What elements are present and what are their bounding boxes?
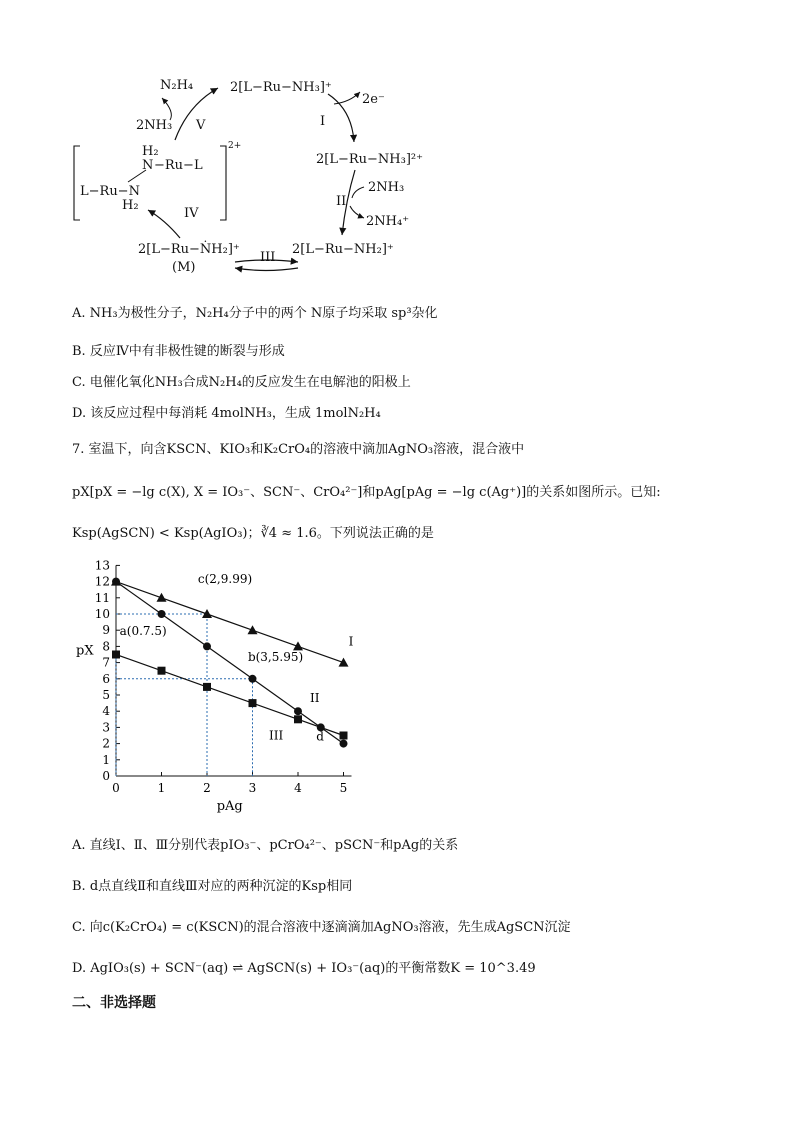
arrow-II-out xyxy=(350,206,364,218)
arrow-I xyxy=(328,94,354,142)
q7-stem-line1: 7. 室温下，向含KSCN、KIO₃和K₂CrO₄的溶液中滴加AgNO₃溶液，混合液中 xyxy=(72,442,525,457)
q6-option-c: C. 电催化氧化NH₃合成N₂H₄的反应发生在电解池的阳极上 xyxy=(72,375,411,390)
q6-option-d: D. 该反应过程中每消耗 4molNH₃，生成 1molN₂H₄ xyxy=(72,406,381,421)
q6-option-b: B. 反应Ⅳ中有非极性键的断裂与形成 xyxy=(72,344,285,359)
dimer-bracket-left xyxy=(74,146,80,220)
point-I xyxy=(157,593,167,602)
series-line-II xyxy=(116,582,344,744)
q7-stem-line2: pX[pX = −lg c(X), X = IO₃⁻、SCN⁻、CrO₄²⁻]和pAg[pAg = −lg c(Ag⁺)]的关系如图所示。已知: xyxy=(72,485,661,500)
point-II xyxy=(294,707,302,715)
q7-option-d: D. AgIO₃(s) + SCN⁻(aq) ⇌ AgSCN(s) + IO₃⁻(aq)的平衡常数K = 10^3.49 xyxy=(72,961,536,976)
species-bottom-left: 2[L−Ru−ṄH₂]⁺ xyxy=(138,242,240,257)
annotation: a(0.7.5) xyxy=(119,624,167,639)
dimer-l-ru-n: L−Ru−N xyxy=(80,184,140,199)
series-label-III: III xyxy=(269,728,284,743)
nh3-in-label: 2NH₃ xyxy=(368,180,405,195)
q7-option-c: C. 向c(K₂CrO₄) = c(KSCN)的混合溶液中逐滴滴加AgNO₃溶液，先生成AgSCN沉淀 xyxy=(72,920,571,935)
y-tick-label: 5 xyxy=(102,688,110,702)
point-III xyxy=(340,732,348,740)
y-tick-label: 4 xyxy=(102,704,110,719)
section-title: 二、非选择题 xyxy=(72,995,156,1011)
x-tick-label: 0 xyxy=(112,781,120,795)
nh3-reactant-v: 2NH₃ xyxy=(136,118,173,133)
guide-line xyxy=(116,614,207,776)
y-tick-label: 10 xyxy=(94,607,110,621)
y-tick-label: 7 xyxy=(102,655,110,670)
y-tick-label: 9 xyxy=(102,623,110,638)
x-tick-label: 4 xyxy=(294,781,302,795)
reaction-cycle-diagram xyxy=(70,70,460,285)
q7-stem-line3: Ksp(AgSCN) < Ksp(AgIO₃)；∛4 ≈ 1.6。下列说法正确的是 xyxy=(72,526,434,541)
dimer-n-top: N xyxy=(142,158,154,173)
y-tick-label: 0 xyxy=(102,769,110,783)
point-I xyxy=(202,609,212,618)
y-tick-label: 8 xyxy=(102,639,110,654)
species-right: 2[L−Ru−NH₃]²⁺ xyxy=(316,152,423,167)
step-III-label: III xyxy=(260,250,276,265)
q6-option-a: A. NH₃为极性分子，N₂H₄分子中的两个 N原子均采取 sp³杂化 xyxy=(72,306,438,321)
q7-option-b: B. d点直线Ⅱ和直线Ⅲ对应的两种沉淀的Ksp相同 xyxy=(72,879,353,894)
point-I xyxy=(248,625,258,634)
point-III xyxy=(294,715,302,723)
electrons-label: 2e⁻ xyxy=(362,92,385,107)
n2h4-product: N₂H₄ xyxy=(160,78,194,93)
y-axis-label: pX xyxy=(76,643,94,659)
arrow-II-in xyxy=(352,187,364,198)
y-tick-label: 2 xyxy=(102,736,110,751)
guide-line xyxy=(116,679,253,776)
dimer-bracket-right xyxy=(220,146,226,220)
x-tick-label: 3 xyxy=(248,781,257,795)
y-tick-label: 6 xyxy=(102,671,110,686)
series-label-II: II xyxy=(310,691,320,706)
y-tick-label: 3 xyxy=(102,720,110,735)
step-V-label: V xyxy=(196,118,206,133)
arrow-V-branch xyxy=(162,98,171,120)
point-III xyxy=(203,683,211,691)
annotation: d xyxy=(316,729,324,744)
x-axis-label: pAg xyxy=(216,799,243,814)
point-III xyxy=(158,667,166,675)
step-II-label: II xyxy=(336,194,347,209)
step-IV-label: IV xyxy=(184,206,199,221)
point-III xyxy=(112,651,120,659)
dimer-h2-bottom: H₂ xyxy=(122,198,139,213)
arrow-III-back xyxy=(235,268,298,271)
arrow-IV xyxy=(148,210,180,238)
annotation: c(2,9.99) xyxy=(197,572,253,587)
y-tick-label: 12 xyxy=(94,574,110,589)
dimer-h2-top: H₂ xyxy=(142,144,159,159)
y-tick-label: 1 xyxy=(102,752,110,767)
pX-pAg-chart xyxy=(70,558,400,818)
series-line-I xyxy=(116,582,344,663)
point-I xyxy=(339,658,349,667)
point-II xyxy=(340,740,348,748)
m-label: (M) xyxy=(172,260,196,275)
point-II xyxy=(203,642,211,650)
point-II xyxy=(112,578,120,586)
nh4-out-label: 2NH₄⁺ xyxy=(366,214,410,229)
series-label-I: I xyxy=(348,634,354,649)
dimer-ru-l: −Ru−L xyxy=(154,158,203,173)
species-bottom-right: 2[L−Ru−NH₂]⁺ xyxy=(292,242,394,257)
dimer-charge: 2+ xyxy=(228,141,242,151)
annotation: b(3,5.95) xyxy=(247,649,304,664)
x-tick-label: 5 xyxy=(339,781,348,795)
species-top: 2[L−Ru−NH₃]⁺ xyxy=(230,80,332,95)
x-tick-label: 1 xyxy=(157,781,166,795)
point-III xyxy=(249,699,257,707)
q7-option-a: A. 直线Ⅰ、Ⅱ、Ⅲ分别代表pIO₃⁻、pCrO₄²⁻、pSCN⁻和pAg的关系 xyxy=(72,838,459,853)
point-II xyxy=(249,675,257,683)
point-II xyxy=(158,610,166,618)
y-tick-label: 11 xyxy=(94,590,110,605)
step-I-label: I xyxy=(320,114,326,129)
y-tick-label: 13 xyxy=(94,558,110,573)
x-tick-label: 2 xyxy=(203,781,211,795)
